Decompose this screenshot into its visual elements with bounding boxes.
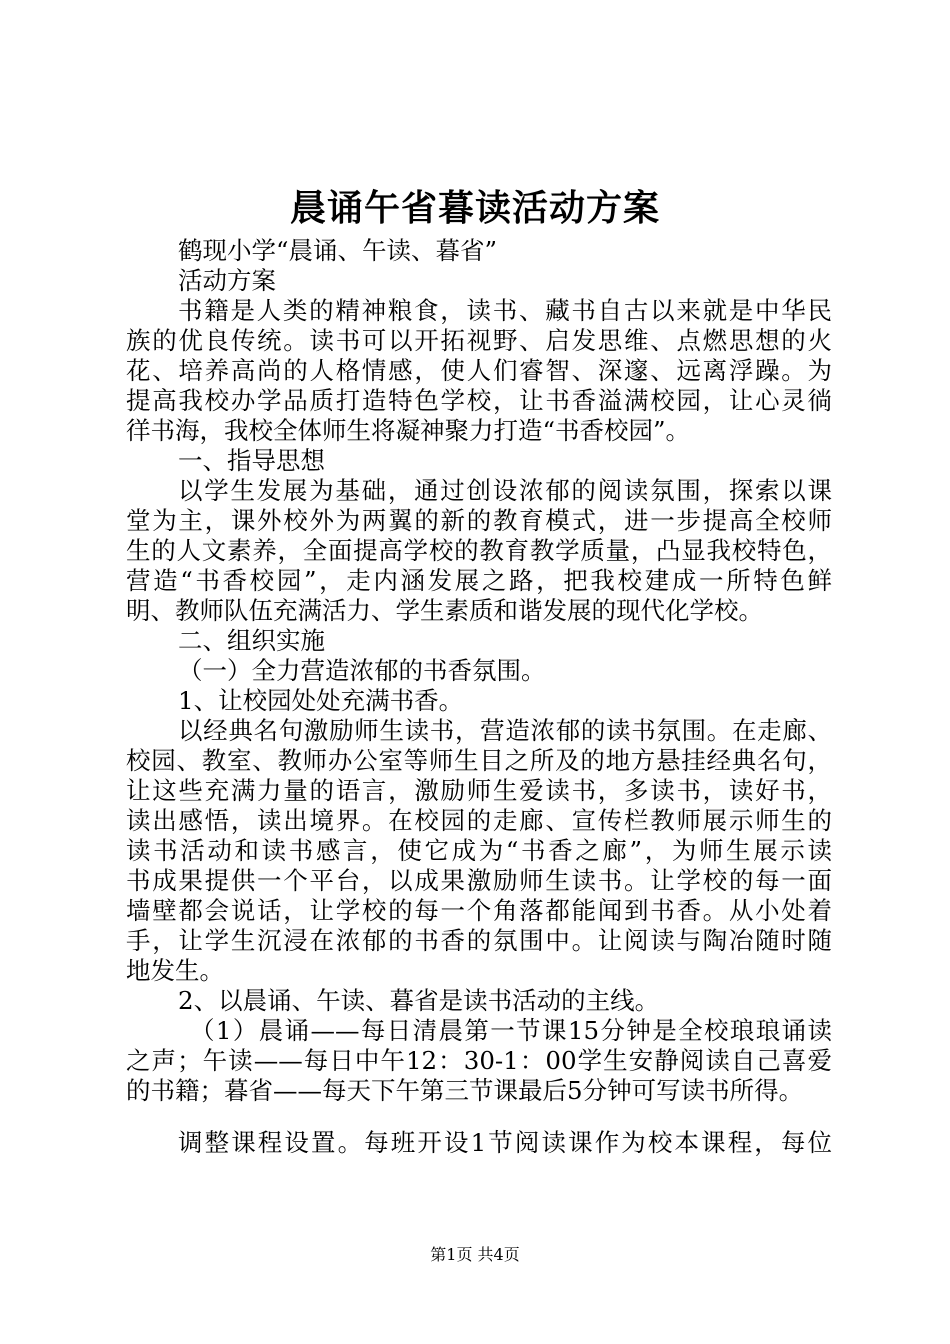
paragraph-line: 生的人文素养，全面提高学校的教育教学质量，凸显我校特色，	[126, 536, 832, 565]
paragraph-gap	[126, 1106, 832, 1128]
paragraph-line: 提高我校办学品质打造特色学校，让书香溢满校园，让心灵徜	[126, 386, 832, 415]
paragraph-line: 调整课程设置。每班开设1节阅读课作为校本课程，每位	[178, 1128, 832, 1157]
section-heading: 二、组织实施	[178, 626, 325, 655]
paragraph-line: 族的优良传统。读书可以开拓视野、启发思维、点燃思想的火	[126, 326, 832, 355]
paragraph-line: 营造“书香校园”，走内涵发展之路，把我校建成一所特色鲜	[126, 566, 832, 595]
paragraph-line: 读书活动和读书感言，使它成为“书香之廊”，为师生展示读	[126, 836, 832, 865]
page-footer: 第1页 共4页	[430, 1245, 520, 1264]
paragraph-line: 徉书海，我校全体师生将凝神聚力打造“书香校园”。	[126, 416, 691, 445]
paragraph-line: 明、教师队伍充满活力、学生素质和谐发展的现代化学校。	[126, 596, 763, 625]
paragraph-line: 花、培养高尚的人格情感，使人们睿智、深邃、远离浮躁。为	[126, 356, 832, 385]
paragraph-line: 墙壁都会说话，让学校的每一个角落都能闻到书香。从小处着	[126, 896, 832, 925]
page-title: 晨诵午省暮读活动方案	[289, 187, 660, 229]
paragraph-line: 手，让学生沉浸在浓郁的书香的氛围中。让阅读与陶冶随时随	[126, 926, 832, 955]
paragraph-line: 以学生发展为基础，通过创设浓郁的阅读氛围，探索以课	[178, 476, 832, 505]
subsection-heading: 2、以晨诵、午读、暮省是读书活动的主线。	[178, 986, 660, 1015]
subsection-heading: 1、让校园处处充满书香。	[178, 686, 464, 715]
paragraph-line: 堂为主，课外校外为两翼的新的教育模式，进一步提高全校师	[126, 506, 832, 535]
paragraph-line: （1）晨诵——每日清晨第一节课15分钟是全校琅琅诵读	[190, 1016, 832, 1045]
paragraph-line: 书成果提供一个平台，以成果激励师生读书。让学校的每一面	[126, 866, 832, 895]
document-body	[126, 236, 832, 1158]
paragraph-line: 读出感悟，读出境界。在校园的走廊、宣传栏教师展示师生的	[126, 806, 832, 835]
subtitle-line: 鹤现小学“晨诵、午读、暮省”	[178, 236, 498, 265]
paragraph-line: 校园、教室、教师办公室等师生目之所及的地方悬挂经典名句，	[126, 746, 832, 775]
paragraph-line: 之声；午读——每日中午12：30-1：00学生安静阅读自己喜爱	[126, 1046, 832, 1075]
paragraph-line: 的书籍；暮省——每天下午第三节课最后5分钟可写读书所得。	[126, 1076, 804, 1105]
section-heading: 一、指导思想	[178, 446, 325, 475]
subsection-heading: （一）全力营造浓郁的书香氛围。	[178, 656, 546, 685]
subtitle-line: 活动方案	[178, 266, 276, 295]
paragraph-line: 地发生。	[126, 956, 224, 985]
paragraph-line: 让这些充满力量的语言，激励师生爱读书，多读书，读好书，	[126, 776, 832, 805]
paragraph-line: 书籍是人类的精神粮食，读书、藏书自古以来就是中华民	[178, 296, 832, 325]
paragraph-line: 以经典名句激励师生读书，营造浓郁的读书氛围。在走廊、	[178, 716, 832, 745]
